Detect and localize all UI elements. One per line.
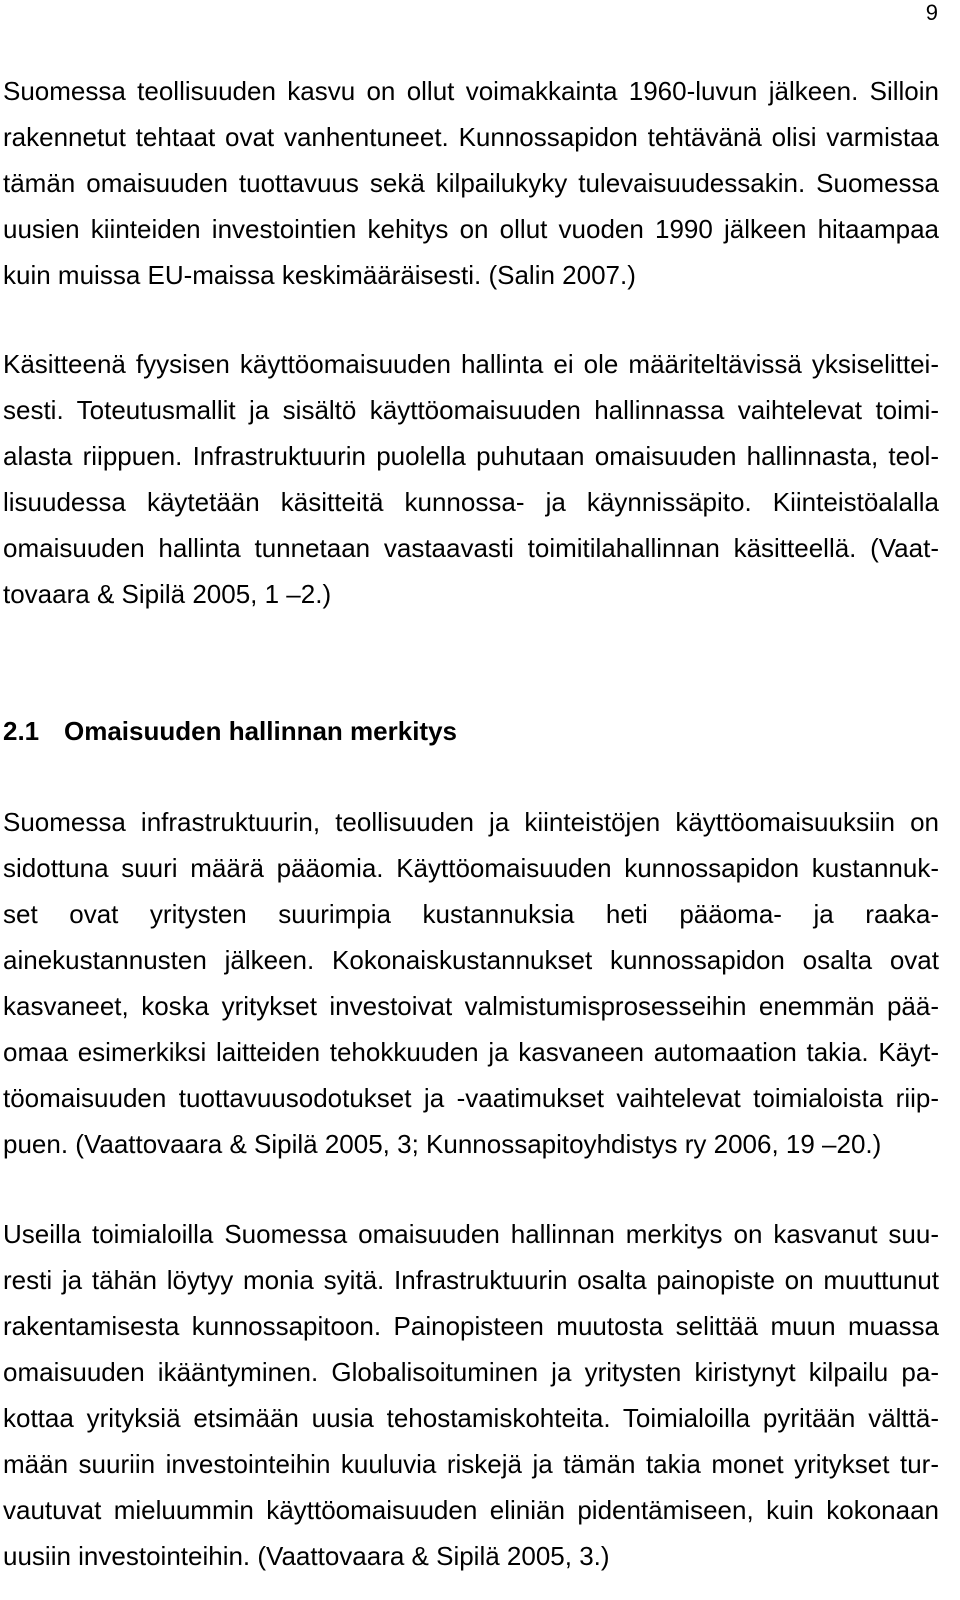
- paragraph-1: [3, 68, 939, 298]
- text-line: puen. (Vaattovaara & Sipilä 2005, 3; Kunnossapitoyhdistys ry 2006, 19 –20.): [3, 1129, 882, 1159]
- text-line: set ovat yritysten suurimpia kustannuksia heti pääoma- ja raaka-: [3, 899, 939, 929]
- paragraph-3: [3, 799, 939, 1167]
- text-line: tovaara & Sipilä 2005, 1 –2.): [3, 579, 332, 609]
- text-line: Useilla toimialoilla Suomessa omaisuuden hallinnan merkitys on kasvanut suu-: [3, 1219, 939, 1249]
- text-line: kasvaneet, koska yritykset investoivat valmistumisprosesseihin enemmän pää-: [3, 991, 939, 1021]
- page-number: 9: [925, 0, 938, 25]
- text-line: omaisuuden ikääntyminen. Globalisoituminen ja yritysten kiristynyt kilpailu pa-: [3, 1357, 939, 1387]
- text-line: Käsitteenä fyysisen käyttöomaisuuden hallinta ei ole määriteltävissä yksiselittei-: [3, 349, 939, 379]
- text-line: alasta riippuen. Infrastruktuurin puolella puhutaan omaisuuden hallinnasta, teol-: [3, 441, 939, 471]
- paragraph-2: [3, 341, 939, 617]
- text-line: mään suuriin investointeihin kuuluvia riskejä ja tämän takia monet yritykset tur-: [3, 1449, 939, 1479]
- text-line: omaa esimerkiksi laitteiden tehokkuuden ja kasvaneen automaation takia. Käyt-: [3, 1037, 939, 1067]
- text-line: töomaisuuden tuottavuusodotukset ja -vaatimukset vaihtelevat toimialoista riip-: [3, 1083, 939, 1113]
- text-line: resti ja tähän löytyy monia syitä. Infrastruktuurin osalta painopiste on muuttunut: [3, 1265, 939, 1295]
- paragraph-4: [3, 1211, 939, 1579]
- text-line: sidottuna suuri määrä pääomia. Käyttöomaisuuden kunnossapidon kustannuk-: [3, 853, 939, 883]
- text-line: Suomessa teollisuuden kasvu on ollut voimakkainta 1960-luvun jälkeen. Silloin: [3, 76, 939, 106]
- text-line: omaisuuden hallinta tunnetaan vastaavasti toimitilahallinnan käsitteellä. (Vaat-: [3, 533, 939, 563]
- text-line: kottaa yrityksiä etsimään uusia tehostamiskohteita. Toimialoilla pyritään välttä-: [3, 1403, 939, 1433]
- text-line: rakentamisesta kunnossapitoon. Painopisteen muutosta selittää muun muassa: [3, 1311, 939, 1341]
- text-line: tämän omaisuuden tuottavuus sekä kilpailukyky tulevaisuudessakin. Suomessa: [3, 168, 939, 198]
- section-number: 2.1: [3, 716, 40, 746]
- text-line: uusien kiinteiden investointien kehitys on ollut vuoden 1990 jälkeen hitaampaa: [3, 214, 939, 244]
- text-line: rakennetut tehtaat ovat vanhentuneet. Kunnossapidon tehtävänä olisi varmistaa: [3, 122, 939, 152]
- text-line: ainekustannusten jälkeen. Kokonaiskustannukset kunnossapidon osalta ovat: [3, 945, 939, 975]
- text-line: sesti. Toteutusmallit ja sisältö käyttöomaisuuden hallinnassa vaihtelevat toimi-: [3, 395, 939, 425]
- section-heading: [3, 708, 457, 754]
- text-line: Suomessa infrastruktuurin, teollisuuden ja kiinteistöjen käyttöomaisuuksiin on: [3, 807, 939, 837]
- text-line: vautuvat mieluummin käyttöomaisuuden eliniän pidentämiseen, kuin kokonaan: [3, 1495, 939, 1525]
- text-line: uusiin investointeihin. (Vaattovaara & Sipilä 2005, 3.): [3, 1541, 610, 1571]
- section-title: Omaisuuden hallinnan merkitys: [64, 716, 457, 746]
- text-line: lisuudessa käytetään käsitteitä kunnossa- ja käynnissäpito. Kiinteistöalalla: [3, 487, 939, 517]
- text-line: kuin muissa EU-maissa keskimääräisesti. (Salin 2007.): [3, 260, 636, 290]
